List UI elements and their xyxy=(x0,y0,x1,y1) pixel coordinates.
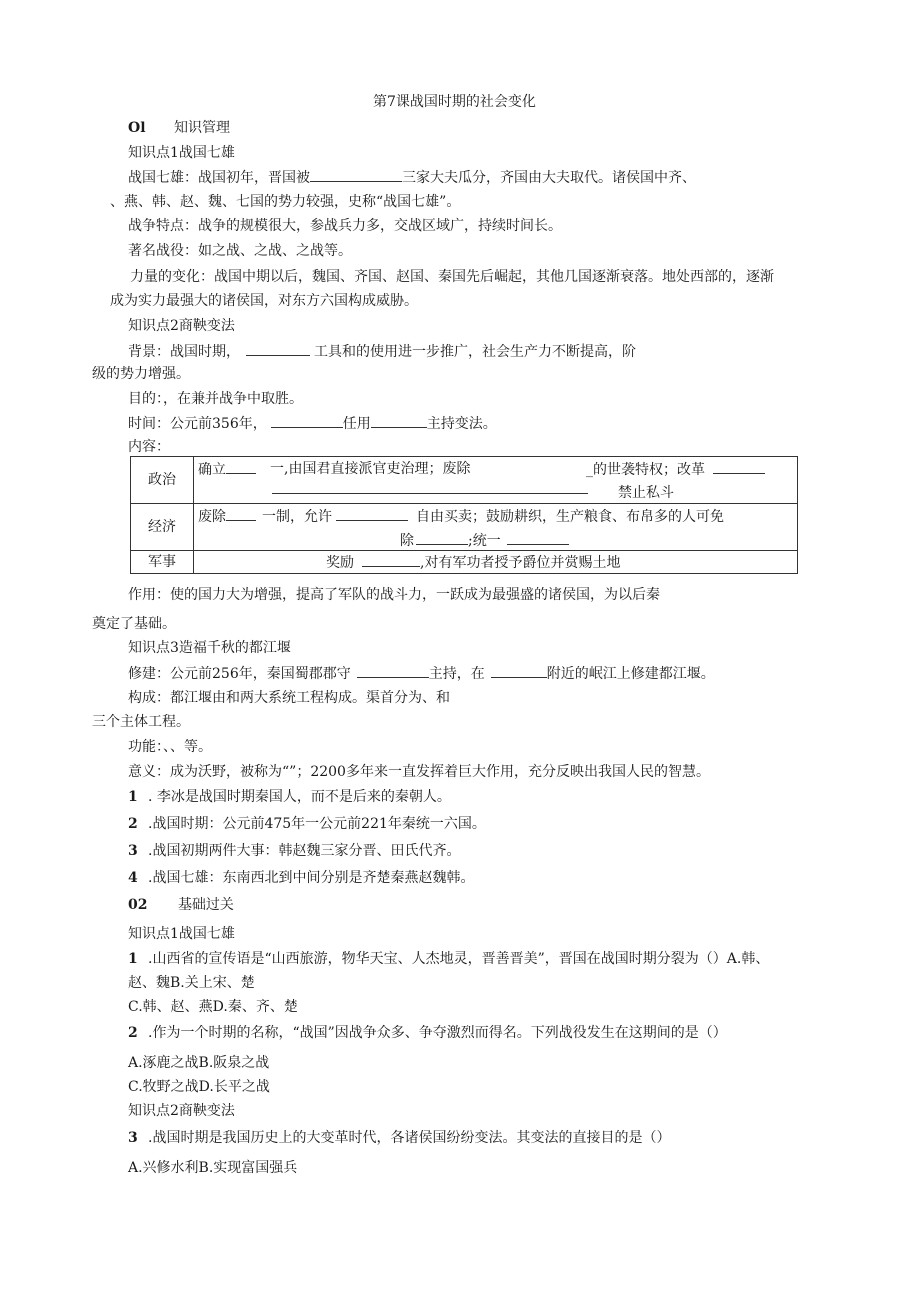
text-segment: 修建：公元前256年，秦国蜀郡郡守 xyxy=(128,666,351,682)
fill-blank[interactable] xyxy=(357,663,429,678)
question-text: .山西省的宣传语是“山西旅游，物华天宝、人杰地灵，晋善晋美”，晋国在战国时期分裂为（）A.韩、 xyxy=(148,951,770,967)
text-segment: 自由买卖；鼓励耕织，生产粮食、布帛多的人可免 xyxy=(416,509,724,525)
question-3-options-a: A.兴修水利B.实现富国强兵 xyxy=(128,1160,298,1176)
question-number: 2 xyxy=(128,1025,138,1041)
kp1-line2: 、燕、韩、赵、魏、七国的势力较强，史称“战国七雄”。 xyxy=(110,194,461,210)
kp1-line3: 战争特点：战争的规模很大，参战兵力多，交战区域广，持续时间长。 xyxy=(128,218,562,234)
fill-blank[interactable] xyxy=(371,413,427,428)
question-1 xyxy=(128,949,769,969)
fill-blank[interactable] xyxy=(246,341,310,356)
quiz-kp2-heading: 知识点2商鞅变法 xyxy=(128,1103,235,1119)
kp1-line5: 力量的变化：战国中期以后，魏国、齐国、赵国、秦国先后崛起，其他几国逐渐衰落。地处西部的，逐渐 xyxy=(130,269,774,285)
text-segment: 附近的岷江上修建都江堰。 xyxy=(546,666,715,682)
kp1-line4: 著名战役：如之战、之战、之战等。 xyxy=(128,243,352,259)
text-segment: 三家大夫瓜分，齐国由大夫取代。诸侯国中齐、 xyxy=(402,170,696,186)
kp2-effect-cont: 奠定了基础。 xyxy=(92,616,176,632)
text-segment: 战国七雄：战国初年，晋国被 xyxy=(128,170,310,186)
kp3-heading: 知识点3造福千秋的都江堰 xyxy=(128,640,291,656)
fill-blank[interactable] xyxy=(507,530,569,545)
fill-blank[interactable] xyxy=(226,506,256,521)
fill-blank[interactable] xyxy=(226,459,256,474)
text-segment: 禁止私斗 xyxy=(618,485,674,501)
section-number: Ol xyxy=(128,120,146,136)
text-segment: 主持，在 xyxy=(428,666,485,682)
section-number: 02 xyxy=(128,897,148,913)
fill-blank[interactable] xyxy=(713,459,765,474)
fill-blank[interactable] xyxy=(271,413,343,428)
note-number: 4 xyxy=(128,870,138,886)
fill-blank[interactable] xyxy=(416,530,468,545)
section-heading-knowledge xyxy=(128,118,230,138)
kp2-time xyxy=(128,413,497,434)
note-text: .战国初期两件大事：韩赵魏三家分晋、田氏代齐。 xyxy=(148,843,461,859)
fill-blank[interactable] xyxy=(491,663,547,678)
note-3 xyxy=(128,841,460,861)
note-text: . 李冰是战国时期秦国人，而不是后来的秦朝人。 xyxy=(148,789,451,805)
question-1-line3: C.韩、赵、燕D.秦、齐、楚 xyxy=(128,999,298,1015)
note-4 xyxy=(128,868,474,888)
text-segment: 背景：战国时期， xyxy=(128,344,240,360)
note-1 xyxy=(128,787,451,807)
politics-cell xyxy=(194,457,798,504)
fill-blank[interactable] xyxy=(310,167,402,182)
kp2-heading: 知识点2商鞅变法 xyxy=(128,318,235,334)
question-text: .战国时期是我国历史上的大变革时代，各诸侯国纷纷变法。其变法的直接目的是（） xyxy=(148,1130,671,1146)
question-2-options-b: C.牧野之战D.长平之战 xyxy=(128,1079,270,1095)
text-segment: 时间：公元前356年， xyxy=(128,416,267,432)
note-number: 1 xyxy=(128,789,138,805)
kp2-background xyxy=(128,341,636,362)
text-segment: 一,由国君直接派官吏治理；废除 xyxy=(270,461,471,477)
economy-cell xyxy=(194,504,798,551)
economy-label: 经济 xyxy=(131,504,194,551)
note-2 xyxy=(128,814,486,834)
politics-label: 政治 xyxy=(131,457,194,504)
text-segment: 奖励 xyxy=(326,555,354,571)
kp2-content-label: 内容： xyxy=(128,439,170,455)
reform-content-table xyxy=(130,456,798,574)
text-segment: 废除 xyxy=(198,509,226,525)
question-1-line2: 赵、魏B.关上宋、楚 xyxy=(128,975,255,991)
fill-blank[interactable] xyxy=(272,479,588,494)
question-number: 1 xyxy=(128,951,138,967)
section-label: 基础过关 xyxy=(177,897,234,913)
note-text: .战国七雄：东南西北到中间分别是齐楚秦燕赵魏韩。 xyxy=(148,870,475,886)
fill-blank[interactable] xyxy=(336,506,408,521)
kp1-line1 xyxy=(128,167,696,188)
page-title: 第7课战国时期的社会变化 xyxy=(373,94,536,110)
note-number: 2 xyxy=(128,816,138,832)
quiz-kp1-heading: 知识点1战国七雄 xyxy=(128,926,235,942)
fill-blank[interactable] xyxy=(362,552,420,567)
kp2-background-cont: 级的势力增强。 xyxy=(92,366,190,382)
kp2-purpose: 目的：，在兼并战争中取胜。 xyxy=(128,391,303,407)
kp3-structure: 构成：都江堰由和两大系统工程构成。渠首分为、和 xyxy=(128,690,450,706)
text-segment: 工具和的使用进一步推广，社会生产力不断提高，阶 xyxy=(314,344,636,360)
kp3-build xyxy=(128,663,715,684)
section-heading-basic xyxy=(128,895,234,915)
text-segment: 主持变法。 xyxy=(426,416,497,432)
kp2-effect: 作用：使的国力大为增强，提高了军队的战斗力，一跃成为最强盛的诸侯国，为以后秦 xyxy=(128,587,660,603)
kp3-function: 功能：、、等。 xyxy=(128,739,212,755)
question-number: 3 xyxy=(128,1130,138,1146)
text-segment: 除 xyxy=(400,533,414,549)
section-label: 知识管理 xyxy=(173,120,230,136)
text-segment: 确立 xyxy=(198,462,226,478)
text-segment: 一制，允许 xyxy=(262,509,332,525)
text-segment: ;统一 xyxy=(468,533,501,549)
question-text: .作为一个时期的名称，“战国”因战争众多、争夺激烈而得名。下列战役发生在这期间的是（） xyxy=(148,1025,727,1041)
text-segment: 任用 xyxy=(342,416,371,432)
question-2-options-a: A.涿鹿之战B.阪泉之战 xyxy=(128,1055,270,1071)
military-label: 军事 xyxy=(131,551,194,574)
kp1-line6: 成为实力最强大的诸侯国，对东方六国构成威胁。 xyxy=(110,293,418,309)
text-segment: ,对有军功者授予爵位并赏赐土地 xyxy=(420,555,621,571)
question-3 xyxy=(128,1128,670,1148)
note-number: 3 xyxy=(128,843,138,859)
kp1-heading: 知识点1战国七雄 xyxy=(128,145,235,161)
military-cell xyxy=(194,551,798,574)
text-segment: _的世袭特权；改革 xyxy=(586,462,705,478)
kp3-structure-cont: 三个主体工程。 xyxy=(92,714,190,730)
kp3-meaning: 意义：成为沃野，被称为“”；2200多年来一直发挥着巨大作用，充分反映出我国人民的智慧。 xyxy=(128,764,710,780)
note-text: .战国时期：公元前475年一公元前221年秦统一六国。 xyxy=(148,816,486,832)
question-2 xyxy=(128,1023,727,1043)
